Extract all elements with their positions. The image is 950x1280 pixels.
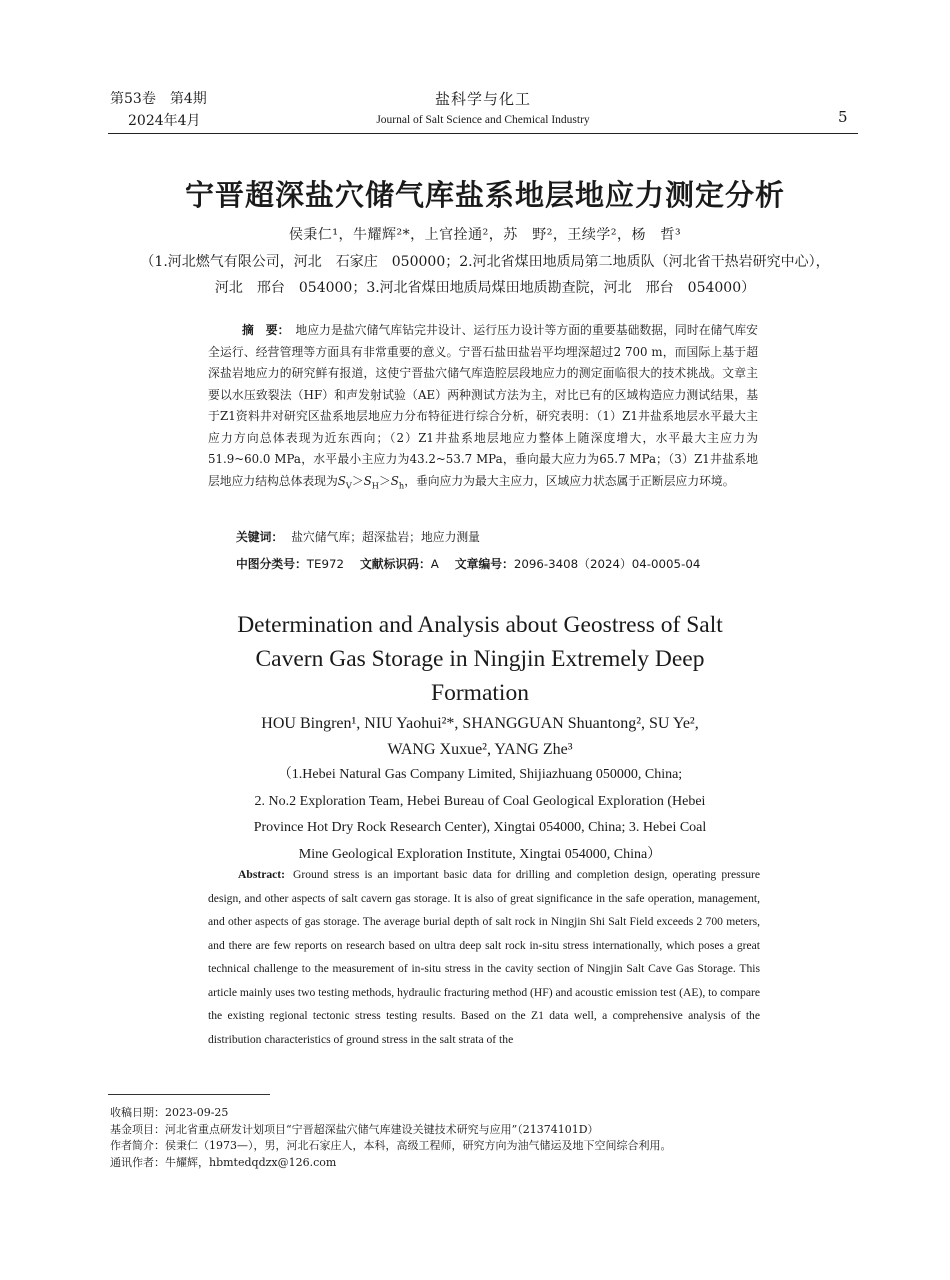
header-journal-cn: 盐科学与化工 bbox=[434, 90, 531, 108]
footnote-funding: 基金项目：河北省重点研发计划项目“宁晋超深盐穴储气库建设关键技术研究与应用”（21374101D） bbox=[110, 1122, 599, 1136]
title-en-line: Cavern Gas Storage in Ningjin Extremely Deep bbox=[255, 646, 705, 672]
stress-sv-sub: V bbox=[345, 479, 352, 490]
affiliation-en-line: Mine Geological Exploration Institute, Xingtai 054000, China） bbox=[298, 846, 662, 862]
affiliation-en-line: （1.Hebei Natural Gas Company Limited, Shijiazhuang 050000, China; bbox=[277, 767, 683, 782]
abstract-cn bbox=[208, 320, 758, 496]
article-number-label: 文章编号： bbox=[454, 557, 514, 571]
abstract-en-label: Abstract: bbox=[238, 868, 286, 881]
affiliations-en bbox=[200, 762, 760, 868]
header-date: 2024年4月 bbox=[128, 113, 201, 129]
title-en-line: Formation bbox=[431, 680, 529, 706]
keywords-cn bbox=[236, 528, 480, 545]
classification-cn bbox=[236, 555, 700, 572]
keywords-cn-text: 盐穴储气库；超深盐岩；地应力测量 bbox=[291, 530, 480, 544]
header-rule bbox=[108, 133, 858, 134]
article-number-value: 2096-3408（2024）04-0005-04 bbox=[513, 557, 701, 571]
greater-than: ＞ bbox=[378, 473, 391, 488]
header-journal-en: Journal of Salt Science and Chemical Industry bbox=[376, 114, 590, 126]
footnote-received: 收稿日期：2023-09-25 bbox=[110, 1106, 229, 1119]
title-cn: 宁晋超深盐穴储气库盐系地层地应力测定分析 bbox=[184, 178, 785, 212]
title-en-line: Determination and Analysis about Geostress of Salt bbox=[237, 612, 723, 638]
abstract-cn-text: 地应力是盐穴储气库钻完井设计、运行压力设计等方面的重要基础数据，同时在储气库安全运行、经营管理等方面具有非常重要的意义。宁晋石盐田盐岩平均埋深超过2 700 m，而国际上基于超深盐岩地应力的研究鲜有报道，这使宁晋盐穴储气库造腔层段地应力的测定面临很大的技术挑战。文章主要以水压致裂法（HF）和声发射试验（AE）两种测试方法为主，对比已有的区域构造应力测试结果，基于Z1资料井对研究区盐系地层地应力分布特征进行综合分析，研究表明：（1）Z1井盐系地层水平最大主应力方向总体表现为近东西向；（2）Z1井盐系地层地应力整体上随深度增大，水平最大主应力为51.9~60.0 MPa，水平最小主应力为43.2~53.7 MPa，垂向最大应力为65.7 MPa；（3）Z1井盐系地层地应力结构总体表现为 bbox=[208, 323, 758, 488]
keywords-cn-label: 关键词： bbox=[236, 530, 284, 544]
abstract-en bbox=[208, 863, 760, 1051]
footnote-corresponding: 通讯作者：牛耀辉，hbmtedqdzx@126.com bbox=[110, 1155, 337, 1169]
stress-shmin-sub: h bbox=[398, 479, 405, 490]
authors-en bbox=[200, 711, 760, 763]
footnote-author-bio: 作者简介：侯秉仁（1973—），男，河北石家庄人，本科，高级工程师，研究方向为油气储运及地下空间综合利用。 bbox=[110, 1139, 672, 1152]
affiliation-cn-line: 河北 邢台 054000；3.河北省煤田地质局煤田地质勘查院，河北 邢台 054000） bbox=[214, 280, 756, 296]
title-en bbox=[200, 608, 760, 710]
header-issue-info bbox=[110, 88, 207, 132]
clc-label: 中图分类号： bbox=[236, 557, 307, 571]
authors-en-line: HOU Bingren¹, NIU Yaohui²*, SHANGGUAN Shuantong², SU Ye², bbox=[261, 715, 699, 732]
doc-code-label: 文献标识码： bbox=[359, 557, 431, 571]
header-journal bbox=[300, 88, 666, 130]
stress-shmax-sub: H bbox=[371, 479, 379, 490]
stress-sv: S bbox=[337, 473, 346, 488]
greater-than: ＞ bbox=[351, 473, 364, 488]
header-volume: 第53卷 第4期 bbox=[110, 91, 207, 107]
authors-en-line: WANG Xuxue², YANG Zhe³ bbox=[387, 741, 573, 758]
footnote-rule bbox=[108, 1094, 270, 1095]
abstract-cn-text-end: ，垂向应力为最大主应力，区域应力状态属于正断层应力环境。 bbox=[404, 473, 735, 488]
stress-shmax: S bbox=[363, 473, 372, 488]
clc-value: TE972 bbox=[306, 557, 344, 571]
abstract-cn-label: 摘 要： bbox=[242, 323, 290, 337]
stress-shmin: S bbox=[390, 473, 399, 488]
header-page-number: 5 bbox=[838, 108, 848, 126]
affiliation-cn-line: （1.河北燃气有限公司，河北 石家庄 050000；2.河北省煤田地质局第二地质队（河北省干热岩研究中心）， bbox=[140, 254, 830, 270]
affiliation-en-line: 2. No.2 Exploration Team, Hebei Bureau of Coal Geological Exploration (Hebei bbox=[254, 793, 706, 809]
authors-cn: 侯秉仁¹，牛耀辉²*，上官拴通²，苏 野²，王续学²，杨 哲³ bbox=[288, 227, 682, 243]
affiliation-en-line: Province Hot Dry Rock Research Center), Xingtai 054000, China; 3. Hebei Coal bbox=[253, 820, 707, 835]
footnotes bbox=[110, 1105, 672, 1171]
doc-code-value: A bbox=[430, 557, 439, 571]
affiliations-cn bbox=[100, 249, 870, 301]
abstract-en-text: Ground stress is an important basic data for drilling and completion design, operating pressure design, and other aspects of salt cavern gas storage. It is also of great significance in the safe operation, management, and other aspects of gas storage. The average burial depth of salt rock in Ningjin Shi Salt Field exceeds 2 700 meters, and there are few reports on research based on ultra deep salt rock in-situ stress internationally, which poses a great technical challenge to the measurement of in-situ stress in the cavity section of Ningjin Salt Cave Gas Storage. This article mainly uses two testing methods, hydraulic fracturing method (HF) and acoustic emission test (AE), to compare the existing regional tectonic stress testing results. Based on the Z1 data well, a comprehensive analysis of the distribution characteristics of ground stress in the salt strata of the bbox=[208, 868, 760, 1046]
